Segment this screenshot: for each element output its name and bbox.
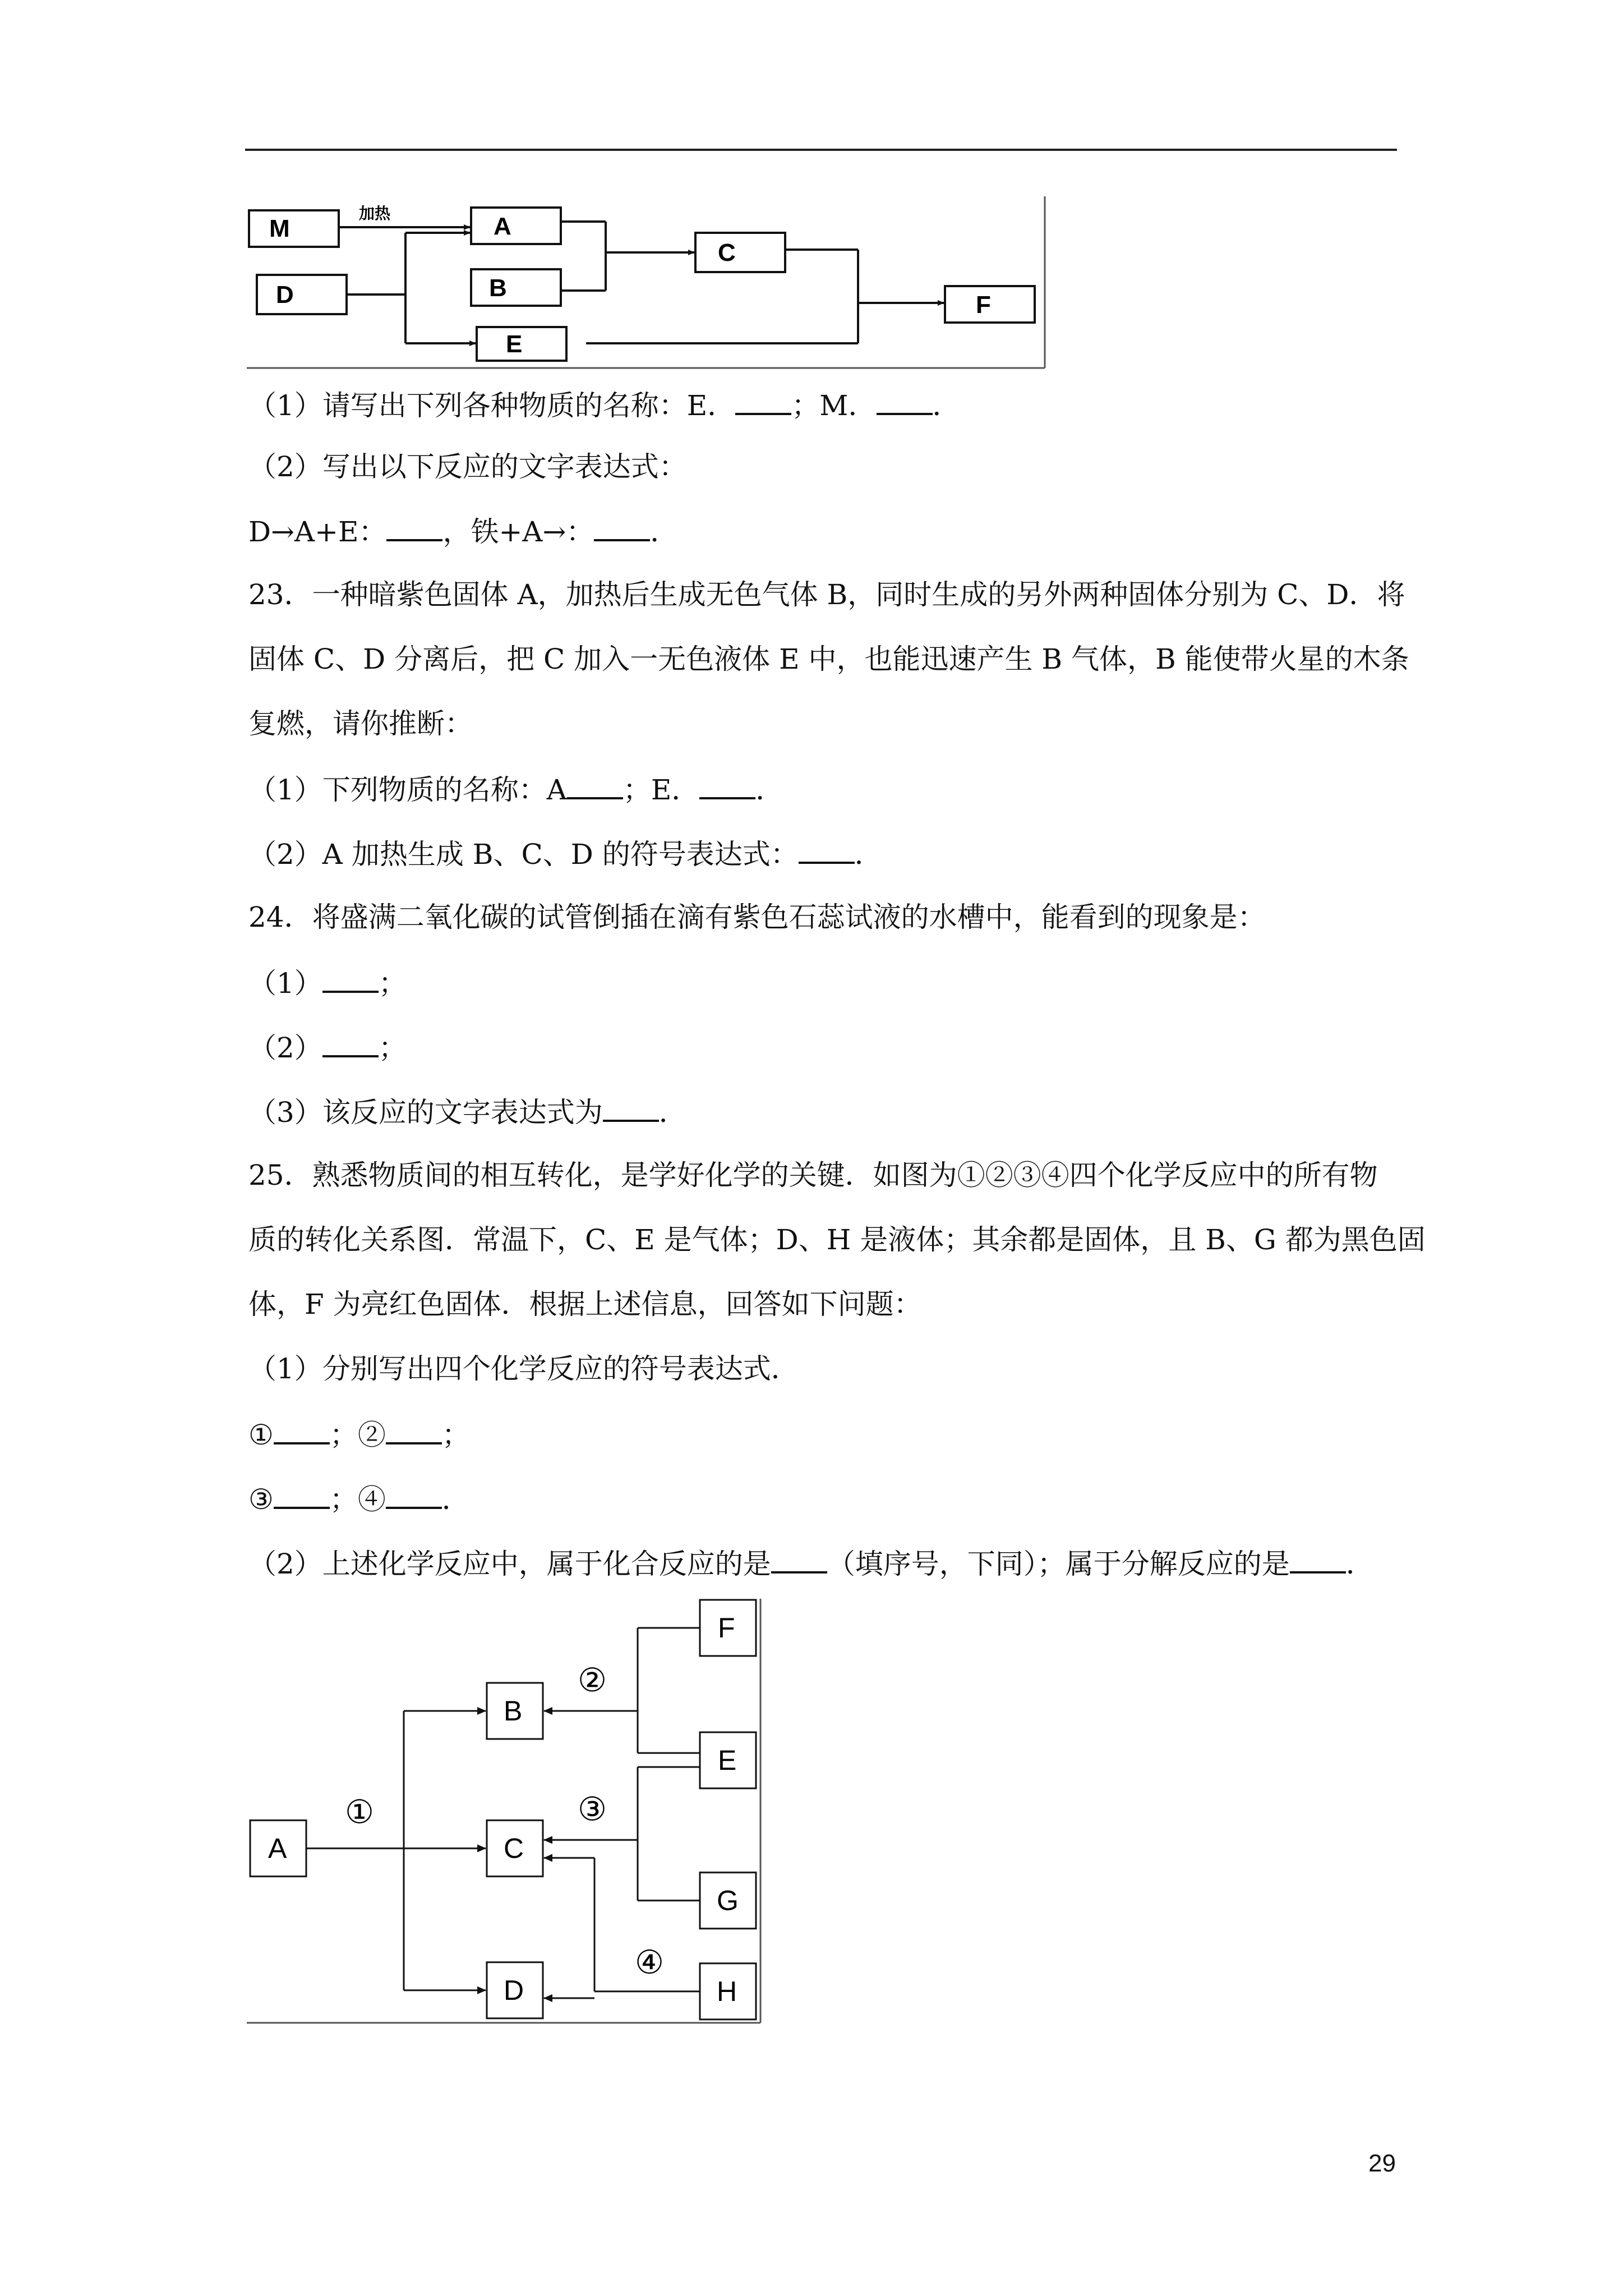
answer-blank[interactable] bbox=[699, 771, 755, 799]
node-F bbox=[945, 286, 1035, 323]
q24-sub3: （3）该反应的文字表达式为 ． bbox=[248, 1094, 687, 1129]
answer-blank[interactable] bbox=[799, 836, 855, 864]
answer-blank[interactable] bbox=[877, 387, 933, 415]
svg-text:A: A bbox=[268, 1833, 287, 1864]
node-B bbox=[471, 269, 561, 306]
svg-text:C: C bbox=[504, 1833, 524, 1864]
answer-blank[interactable] bbox=[1290, 1545, 1346, 1573]
svg-text:G: G bbox=[717, 1885, 739, 1916]
answer-blank[interactable] bbox=[386, 1416, 442, 1444]
q23-line3: 复燃，请你推断： bbox=[248, 707, 473, 740]
q22-sub2: （2）写出以下反应的文字表达式： bbox=[248, 450, 687, 483]
q24-line1: 24．将盛满二氧化碳的试管倒插在滴有紫色石蕊试液的水槽中，能看到的现象是： bbox=[248, 901, 1266, 933]
q25-reactions-3-4: ③ ；④ ． bbox=[248, 1481, 470, 1516]
node-B bbox=[487, 1683, 543, 1739]
q23-sub2: （2）A 加热生成 B、C、D 的符号表达式： ． bbox=[248, 836, 883, 871]
node-D bbox=[257, 275, 347, 314]
reaction-label-3: ③ bbox=[578, 1791, 607, 1828]
reaction-diagram-1 bbox=[247, 196, 1049, 371]
reaction-label-2: ② bbox=[578, 1662, 607, 1699]
arrow-label-heat: 加热 bbox=[359, 205, 391, 222]
answer-blank[interactable] bbox=[274, 1416, 330, 1444]
node-E bbox=[477, 327, 566, 361]
q25-sub1: （1）分别写出四个化学反应的符号表达式． bbox=[248, 1352, 799, 1385]
svg-text:B: B bbox=[504, 1695, 523, 1727]
answer-blank[interactable] bbox=[386, 1481, 442, 1509]
node-C bbox=[487, 1820, 543, 1876]
answer-blank[interactable] bbox=[603, 1094, 659, 1122]
answer-blank[interactable] bbox=[771, 1545, 827, 1573]
svg-text:D: D bbox=[504, 1975, 524, 2006]
answer-blank[interactable] bbox=[594, 513, 650, 541]
svg-text:F: F bbox=[718, 1612, 735, 1644]
svg-text:F: F bbox=[976, 291, 991, 319]
node-G bbox=[700, 1872, 756, 1929]
node-E bbox=[700, 1732, 756, 1788]
q23-line2: 固体 C、D 分离后，把 C 加入一无色液体 E 中，也能迅速产生 B 气体，B 能使带火星的木条 bbox=[248, 643, 1409, 675]
node-M bbox=[249, 210, 339, 247]
q23-line1: 23．一种暗紫色固体 A，加热后生成无色气体 B，同时生成的另外两种固体分别为 C、D．将 bbox=[248, 578, 1405, 611]
q25-line1: 25．熟悉物质间的相互转化，是学好化学的关键．如图为①②③④四个化学反应中的所有物 bbox=[248, 1159, 1378, 1191]
answer-blank[interactable] bbox=[567, 771, 623, 799]
page-number: 29 bbox=[1368, 2150, 1396, 2177]
reaction-label-4: ④ bbox=[635, 1944, 664, 1981]
q24-sub2: （2） ； bbox=[248, 1029, 407, 1065]
q25-line2: 质的转化关系图．常温下，C、E 是气体；D、H 是液体；其余都是固体，且 B、G 都为黑色固 bbox=[248, 1223, 1426, 1256]
q25-sub2: （2）上述化学反应中，属于化合反应的是 （填序号，下同）；属于分解反应的是 ． bbox=[248, 1545, 1374, 1581]
answer-blank[interactable] bbox=[322, 1029, 379, 1057]
svg-text:C: C bbox=[718, 239, 736, 266]
node-A bbox=[471, 208, 561, 244]
reaction-label-1: ① bbox=[345, 1794, 374, 1830]
q25-reactions-1-2: ① ；② ； bbox=[248, 1416, 470, 1452]
q23-sub1: （1）下列物质的名称：A ；E． ． bbox=[248, 771, 783, 807]
svg-text:A: A bbox=[494, 213, 511, 240]
node-F bbox=[700, 1600, 756, 1656]
svg-text:M: M bbox=[269, 215, 290, 242]
svg-text:E: E bbox=[506, 330, 523, 358]
answer-blank[interactable] bbox=[735, 387, 791, 415]
answer-blank[interactable] bbox=[322, 965, 379, 993]
answer-blank[interactable] bbox=[386, 513, 442, 541]
reaction-diagram-2 bbox=[247, 1599, 763, 2031]
node-H bbox=[700, 1963, 756, 2019]
q22-sub1: （1）请写出下列各种物质的名称：E． ；M． ． bbox=[248, 387, 961, 422]
q25-line3: 体，F 为亮红色固体．根据上述信息，回答如下问题： bbox=[248, 1288, 922, 1320]
svg-text:D: D bbox=[276, 281, 294, 309]
answer-blank[interactable] bbox=[274, 1481, 330, 1509]
header-rule bbox=[245, 149, 1397, 151]
svg-text:H: H bbox=[717, 1976, 737, 2007]
q22-sub2-expressions: D→A+E： ，铁+A→： ． bbox=[248, 513, 678, 549]
svg-text:E: E bbox=[718, 1745, 737, 1776]
node-A bbox=[250, 1820, 306, 1876]
node-C bbox=[695, 233, 785, 272]
svg-text:B: B bbox=[489, 274, 507, 302]
q24-sub1: （1） ； bbox=[248, 965, 407, 1000]
node-D bbox=[487, 1962, 543, 2018]
